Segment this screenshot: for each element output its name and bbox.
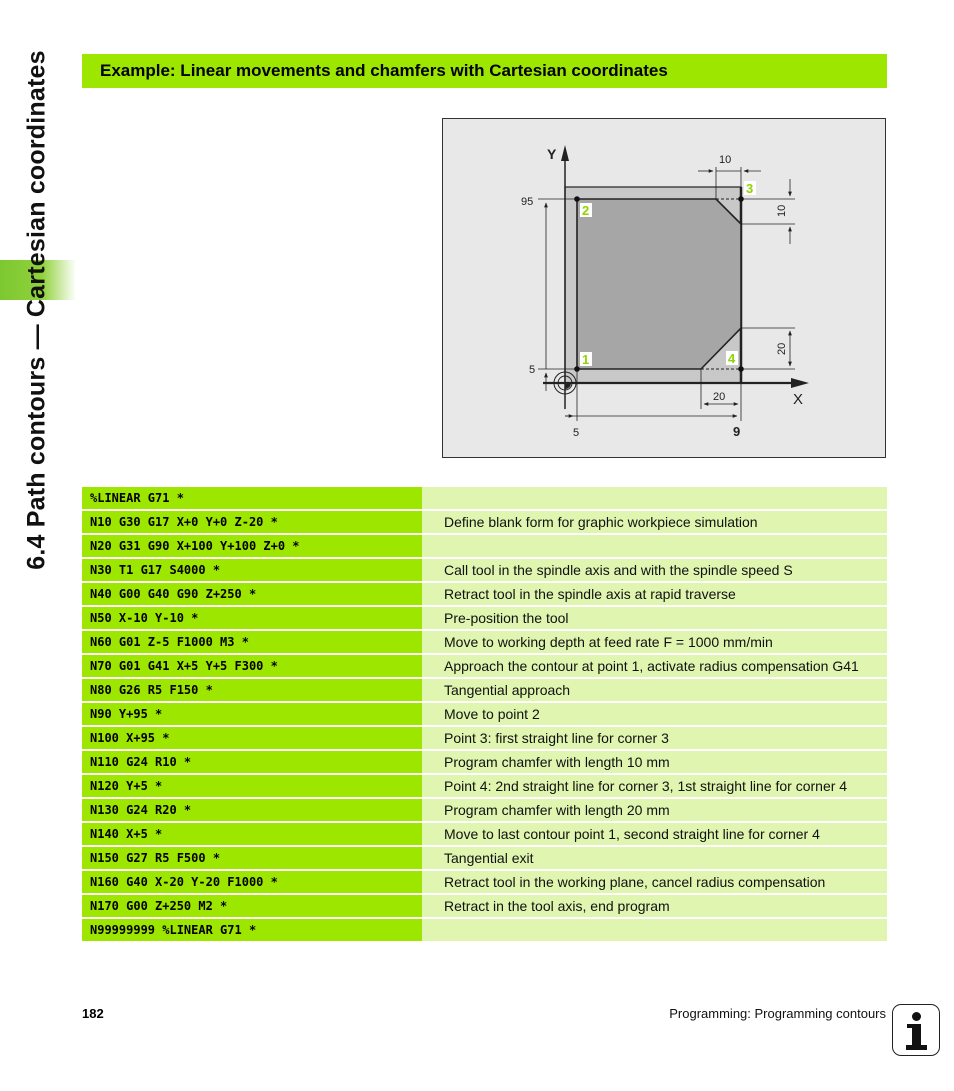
nc-code-cell: N90 Y+95 * [82, 703, 422, 725]
table-row [82, 607, 887, 629]
nc-code-cell: N80 G26 R5 F150 * [82, 679, 422, 701]
description-cell [422, 487, 887, 509]
example-title: Example: Linear movements and chamfers with Cartesian coordinates [100, 61, 668, 80]
contour-diagram [442, 118, 886, 458]
description-cell: Tangential exit [422, 847, 887, 869]
description-cell: Pre-position the tool [422, 607, 887, 629]
nc-code-cell: N140 X+5 * [82, 823, 422, 845]
svg-text:20: 20 [713, 391, 726, 403]
description-cell: Move to working depth at feed rate F = 1000 mm/min [422, 631, 887, 653]
description-cell: Point 3: first straight line for corner 3 [422, 727, 887, 749]
description-cell: Retract tool in the spindle axis at rapid traverse [422, 583, 887, 605]
nc-code-cell: N40 G00 G40 G90 Z+250 * [82, 583, 422, 605]
description-cell: Retract in the tool axis, end program [422, 895, 887, 917]
description-cell: Move to last contour point 1, second straight line for corner 4 [422, 823, 887, 845]
table-row [82, 871, 887, 893]
description-cell: Point 4: 2nd straight line for corner 3, 1st straight line for corner 4 [422, 775, 887, 797]
nc-code-cell: N99999999 %LINEAR G71 * [82, 919, 422, 941]
nc-code-cell: %LINEAR G71 * [82, 487, 422, 509]
chapter-side-title [12, 40, 62, 580]
svg-text:3: 3 [746, 181, 754, 196]
description-cell [422, 919, 887, 941]
table-row [82, 631, 887, 653]
nc-code-cell: N50 X-10 Y-10 * [82, 607, 422, 629]
svg-text:Y: Y [547, 146, 557, 162]
table-row [82, 703, 887, 725]
svg-text:5: 5 [573, 427, 580, 439]
svg-text:4: 4 [728, 351, 736, 366]
table-row [82, 751, 887, 773]
table-row [82, 655, 887, 677]
table-row [82, 919, 887, 941]
svg-text:95: 95 [521, 196, 534, 208]
svg-text:2: 2 [582, 203, 590, 218]
table-row [82, 583, 887, 605]
table-row [82, 559, 887, 581]
svg-text:20: 20 [776, 342, 788, 355]
table-row [82, 679, 887, 701]
svg-text:X: X [793, 391, 804, 408]
nc-code-cell: N150 G27 R5 F500 * [82, 847, 422, 869]
nc-code-cell: N120 Y+5 * [82, 775, 422, 797]
info-icon [892, 1004, 940, 1056]
nc-program-table [82, 487, 887, 943]
table-row [82, 511, 887, 533]
description-cell [422, 535, 887, 557]
nc-code-cell: N70 G01 G41 X+5 Y+5 F300 * [82, 655, 422, 677]
page-number: 182 [82, 1006, 104, 1021]
nc-code-cell: N100 X+95 * [82, 727, 422, 749]
nc-code-cell: N30 T1 G17 S4000 * [82, 559, 422, 581]
description-cell: Retract tool in the working plane, cancel radius compensation [422, 871, 887, 893]
table-row [82, 535, 887, 557]
description-cell: Approach the contour at point 1, activate radius compensation G41 [422, 655, 887, 677]
description-cell: Program chamfer with length 10 mm [422, 751, 887, 773]
table-row [82, 895, 887, 917]
nc-code-cell: N130 G24 R20 * [82, 799, 422, 821]
svg-text:9: 9 [733, 424, 741, 439]
svg-text:1: 1 [582, 352, 590, 367]
table-row [82, 727, 887, 749]
nc-code-cell: N170 G00 Z+250 M2 * [82, 895, 422, 917]
description-cell: Program chamfer with length 20 mm [422, 799, 887, 821]
nc-code-cell: N160 G40 X-20 Y-20 F1000 * [82, 871, 422, 893]
table-row [82, 847, 887, 869]
table-row [82, 775, 887, 797]
description-cell: Define blank form for graphic workpiece simulation [422, 511, 887, 533]
example-header [82, 54, 887, 88]
table-row [82, 799, 887, 821]
svg-text:10: 10 [719, 154, 732, 166]
footer-chapter-title: Programming: Programming contours [669, 1006, 886, 1021]
nc-code-cell: N20 G31 G90 X+100 Y+100 Z+0 * [82, 535, 422, 557]
description-cell: Call tool in the spindle axis and with the spindle speed S [422, 559, 887, 581]
table-row [82, 487, 887, 509]
svg-text:5: 5 [529, 364, 536, 376]
svg-text:10: 10 [776, 204, 788, 217]
nc-code-cell: N10 G30 G17 X+0 Y+0 Z-20 * [82, 511, 422, 533]
nc-code-cell: N110 G24 R10 * [82, 751, 422, 773]
chapter-title-text: 6.4 Path contours — Cartesian coordinates [22, 50, 51, 570]
contour-drawing [443, 119, 887, 459]
table-row [82, 823, 887, 845]
nc-code-cell: N60 G01 Z-5 F1000 M3 * [82, 631, 422, 653]
description-cell: Move to point 2 [422, 703, 887, 725]
description-cell: Tangential approach [422, 679, 887, 701]
